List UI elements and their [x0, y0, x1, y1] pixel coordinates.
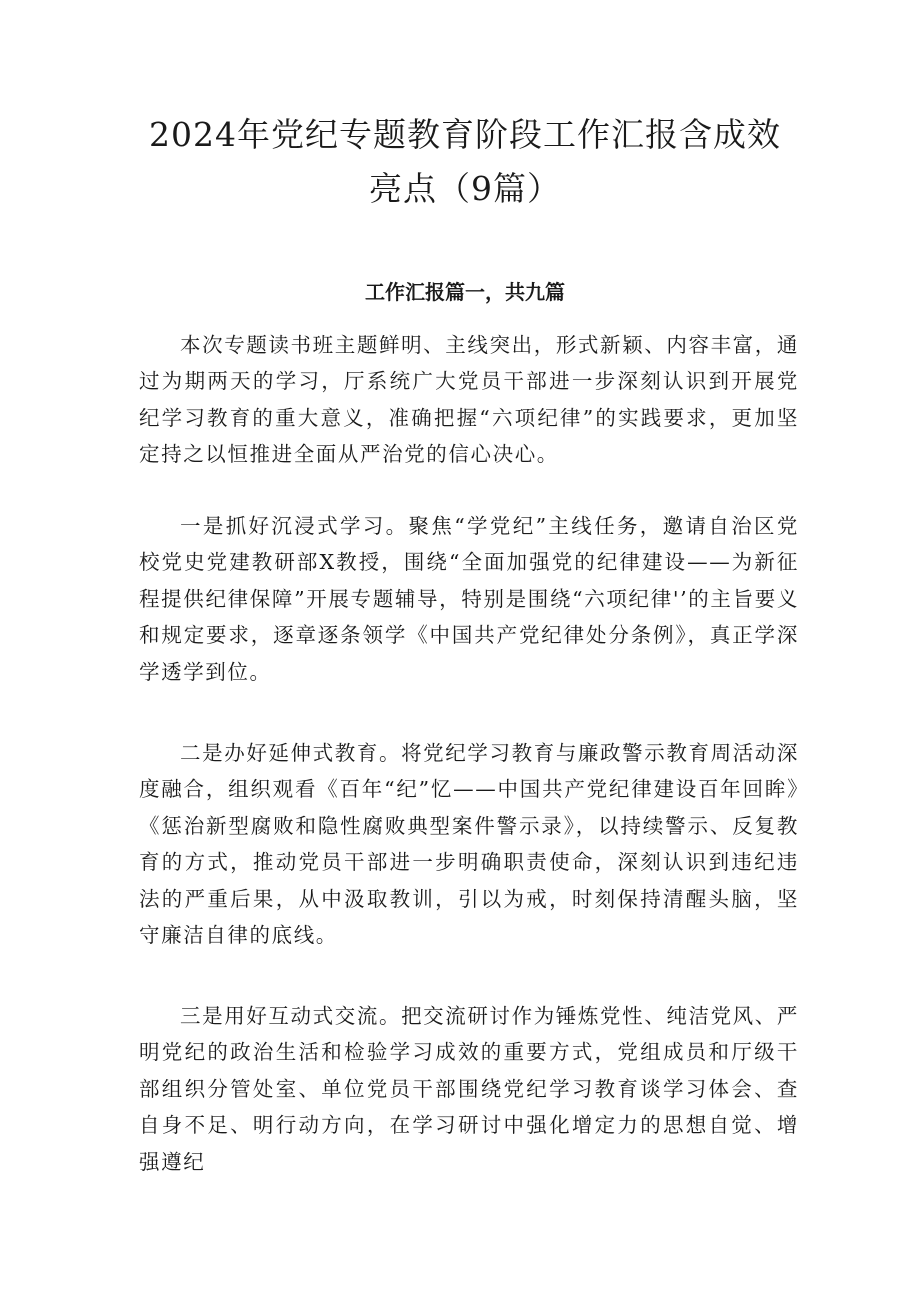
section-heading: 工作汇报篇一，共九篇 [365, 280, 565, 304]
body-paragraph-4: 三是用好互动式交流。把交流研讨作为锤炼党性、纯洁党风、严明党纪的政治生活和检验学习成效的重要方式，党组成员和厅级干部组织分管处室、单位党员干部围绕党纪学习教育谈学习体会、查自身不足、明行动方向，在学习研讨中强化增定力的思想自觉、增强遵纪 [139, 1004, 799, 1174]
body-paragraph-3: 二是办好延伸式教育。将党纪学习教育与廉政警示教育周活动深度融合，组织观看《百年“纪”忆——中国共产党纪律建设百年回眸》《惩治新型腐败和隐性腐败典型案件警示录》，以持续警示、反复教育的方式，推动党员干部进一步明确职责使命，深刻认识到违纪违法的严重后果，从中汲取教训，引以为戒，时刻保持清醒头脑，坚守廉洁自律的底线。 [139, 741, 799, 948]
body-paragraph-1: 本次专题读书班主题鲜明、主线突出，形式新颖、内容丰富，通过为期两天的学习，厅系统广大党员干部进一步深刻认识到开展党纪学习教育的重大意义，准确把握“六项纪律”的实践要求，更加坚定持之以恒推进全面从严治党的信心决心。 [139, 333, 799, 467]
document-title [120, 108, 810, 216]
body-paragraph-2: 一是抓好沉浸式学习。聚焦“学党纪”主线任务，邀请自治区党校党史党建教研部X教授，围绕“全面加强党的纪律建设——为新征程提供纪律保障”开展专题辅导，特别是围绕“六项纪律'’的主旨要义和规定要求，逐章逐条领学《中国共产党纪律处分条例》，真正学深学透学到位。 [139, 514, 799, 684]
document-title-line-1: 2024年党纪专题教育阶段工作汇报含成效 [149, 115, 781, 154]
document-title-line-2: 亮点（9篇） [369, 169, 561, 208]
